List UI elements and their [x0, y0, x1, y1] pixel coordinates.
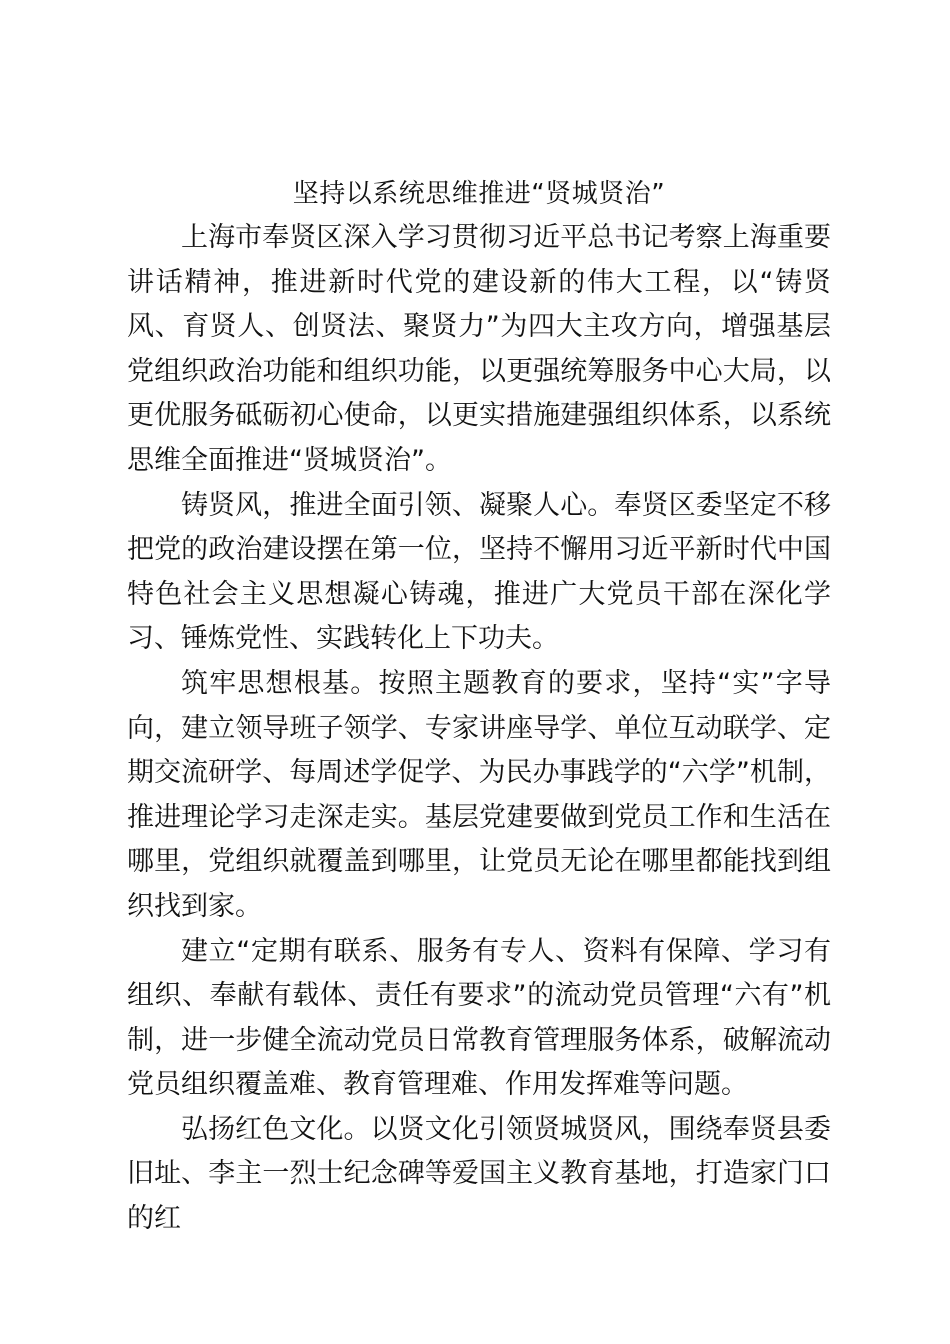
paragraph-liu-you-mechanism: 建立“定期有联系、服务有专人、资料有保障、学习有组织、奉献有载体、责任有要求”的流动党员管理“六有”机制，进一步健全流动党员日常教育管理服务体系，破解流动党员组织覆盖难、教育管理难、作用发挥难等问题。: [127, 935, 831, 1101]
paragraph-zhu-xian-feng: 铸贤风，推进全面引领、凝聚人心。奉贤区委坚定不移把党的政治建设摆在第一位，坚持不懈用习近平新时代中国特色社会主义思想凝心铸魂，推进广大党员干部在深化学习、锤炼党性、实践转化上下功夫。: [127, 489, 831, 655]
paragraph-hong-se-wen-hua: 弘扬红色文化。以贤文化引领贤城贤风，围绕奉贤县委旧址、李主一烈士纪念碑等爱国主义教育基地，打造家门口的红: [127, 1113, 831, 1235]
paragraph-intro: 上海市奉贤区深入学习贯彻习近平总书记考察上海重要讲话精神，推进新时代党的建设新的伟大工程，以“铸贤风、育贤人、创贤法、聚贤力”为四大主攻方向，增强基层党组织政治功能和组织功能，以更强统筹服务中心大局，以更优服务砥砺初心使命，以更实措施建强组织体系，以系统思维全面推进“贤城贤治”。: [127, 222, 831, 476]
paragraph-zhu-lao-si-xiang: 筑牢思想根基。按照主题教育的要求，坚持“实”字导向，建立领导班子领学、专家讲座导学、单位互动联学、定期交流研学、每周述学促学、为民办事践学的“六学”机制，推进理论学习走深走实。基层党建要做到党员工作和生活在哪里，党组织就覆盖到哪里，让党员无论在哪里都能找到组织找到家。: [127, 667, 831, 922]
document-body: [127, 172, 831, 1242]
document-title: 坚持以系统思维推进“贤城贤治”: [292, 179, 666, 209]
